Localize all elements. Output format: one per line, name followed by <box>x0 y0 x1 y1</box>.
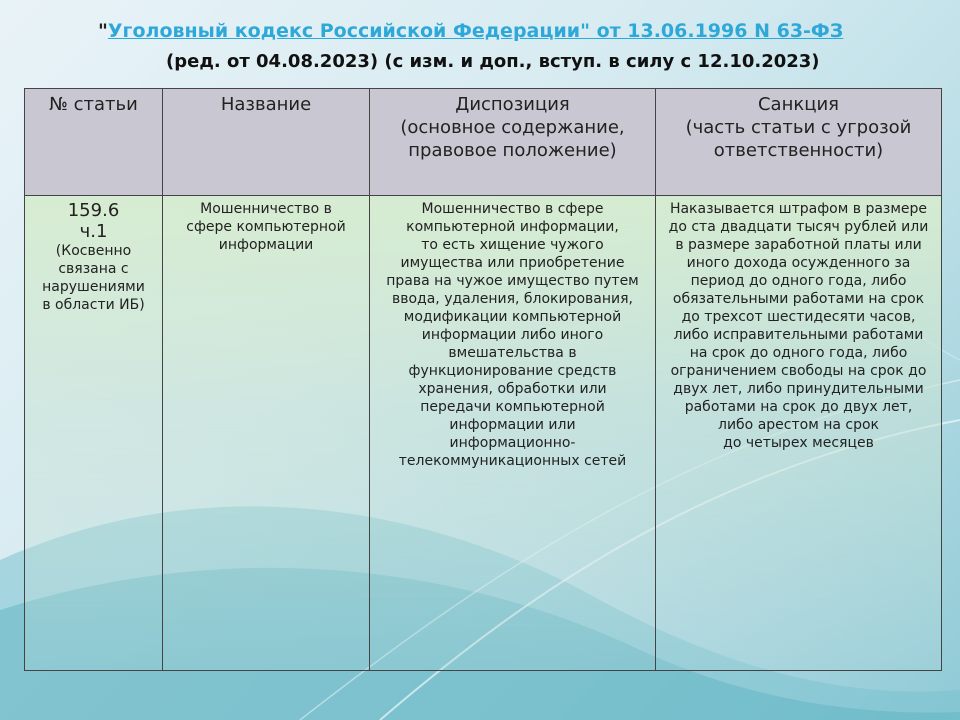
header-label: № статьи <box>49 94 138 115</box>
header-sanction <box>656 89 942 196</box>
law-article-table <box>24 88 942 671</box>
header-label: Санкция (часть статьи с угрозой ответственности) <box>685 94 912 161</box>
header-label: Название <box>220 94 312 115</box>
article-part: ч.1 <box>79 221 108 242</box>
law-title-link[interactable]: Уголовный кодекс Российской Федерации" от 13.06.1996 N 63-ФЗ <box>107 20 844 42</box>
cell-article-number <box>25 196 163 671</box>
header-name <box>163 89 370 196</box>
article-number: 159.6 <box>67 200 120 221</box>
title-line-law <box>98 20 843 42</box>
cell-disposition <box>370 196 656 671</box>
article-note: (Косвенно связана с нарушениями в области ИБ) <box>42 243 145 313</box>
article-sanction: Наказывается штрафом в размере до ста двадцати тысяч рублей или в размере заработной платы или иного дохода осужденного за период до одного года, либо обязательными работами на срок до трехсот шестидесяти часов, либо исправительными работами на срок до одного года, либо ограничением свободы на срок до двух лет, либо принудительными работами на срок до двух лет, либо арестом на срок до четырех месяцев <box>668 201 929 451</box>
cell-name <box>163 196 370 671</box>
article-disposition: Мошенничество в сфере компьютерной информации, то есть хищение чужого имущества или приобретение права на чужое имущество путем ввода, удаления, блокирования, модификации компьютерной информации либо иного вмешательства в функционирование средств хранения, обработки или передачи компьютерной информации или информационно- телекоммуникационных сетей <box>386 201 639 469</box>
header-article-number <box>25 89 163 196</box>
title-line-edition: (ред. от 04.08.2023) (с изм. и доп., вступ. в силу с 12.10.2023) <box>166 51 820 72</box>
cell-sanction <box>656 196 942 671</box>
header-label: Диспозиция (основное содержание, правовое положение) <box>400 94 625 161</box>
title-quote: " <box>98 20 108 42</box>
header-disposition <box>370 89 656 196</box>
table-row <box>25 196 942 671</box>
table-header-row <box>25 89 942 196</box>
article-name: Мошенничество в сфере компьютерной информации <box>186 201 346 253</box>
